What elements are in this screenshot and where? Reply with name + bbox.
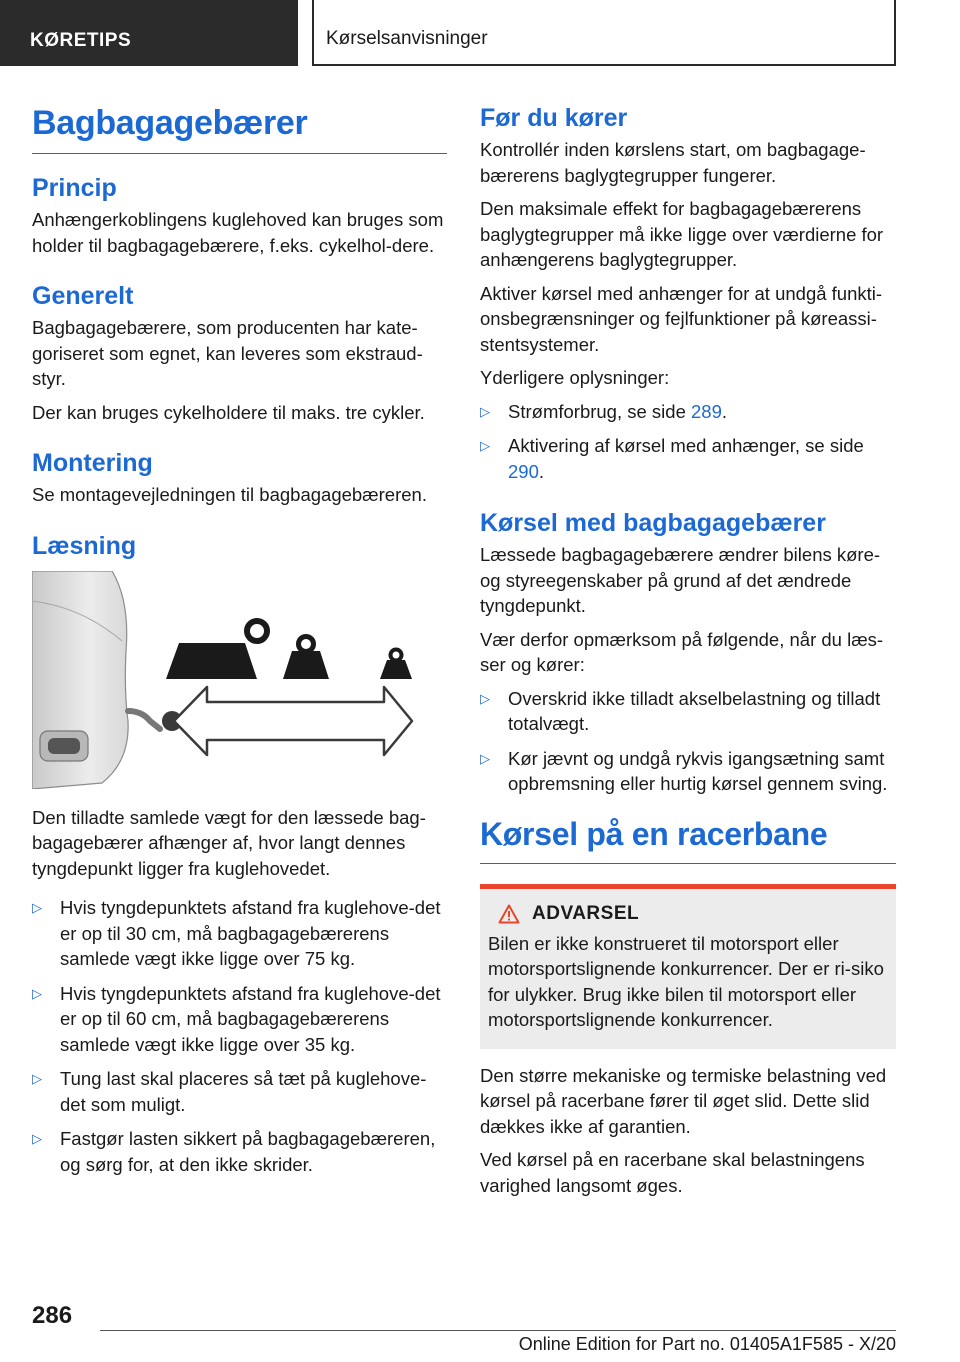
page-footer: [0, 1290, 960, 1362]
edition-text: Online Edition for Part no. 01405A1F585 - X/20: [518, 1334, 896, 1354]
korsel-list: [480, 686, 896, 797]
heading-montering: Montering: [32, 449, 153, 477]
page-header: [0, 0, 960, 66]
weight-medium-icon: [283, 636, 329, 679]
towbar-weights-image: [32, 571, 447, 789]
list-item: ▷ Hvis tyngdepunktets afstand fra kuglehove-det er op til 30 cm, må bagbagagebærerens samlede vægt ikke ligge over 75 kg.: [32, 897, 441, 969]
for-du-korer-text-3: Aktiver kørsel med anhænger for at undgå funkti-onsbegrænsninger og fejlfunktioner på køreassi-stentsystemer.: [480, 282, 883, 355]
list-item: ▷ Overskrid ikke tilladt akselbelastning og tilladt totalvægt.: [480, 687, 881, 734]
korsel-med-text-2: Vær derfor opmærksom på følgende, når du læs-ser og kører:: [480, 628, 884, 675]
page-number: 286: [32, 1302, 73, 1329]
list-item: ▷ Hvis tyngdepunktets afstand fra kuglehove-det er op til 60 cm, må bagbagagebærerens samlede vægt ikke ligge over 35 kg.: [32, 982, 441, 1055]
list-item: ▷ Fastgør lasten sikkert på bagbagagebæreren, og sørg for, at den ikke skrider.: [32, 1128, 436, 1175]
heading-racerbane: Kørsel på en racerbane: [480, 806, 896, 864]
page-title: Bagbagagebærer: [32, 100, 447, 154]
montering-text: Se montagevejledningen til bagbagagebæreren.: [32, 484, 427, 505]
page-link-290[interactable]: 290: [508, 460, 539, 482]
load-illustration: [32, 571, 447, 789]
heading-generelt: Generelt: [32, 282, 134, 310]
warning-title: ADVARSEL: [488, 903, 888, 925]
list-item: ▷ Tung last skal placeres så tæt på kuglehove-det som muligt.: [32, 1068, 427, 1115]
info-list: [480, 399, 896, 485]
list-item: ▷ Kør jævnt og undgå rykvis igangsætning samt opbremsning eller hurtig kørsel gennem sving.: [480, 747, 888, 794]
list-item: ▷ Strømforbrug, se side 289.: [480, 400, 728, 422]
warning-text: Bilen er ikke konstrueret til motorsport eller motorsportslignende konkurrencer. Der er ri-siko for ulykker. Brug ikke bilen til motorsport eller motorsportslignende konkurrencer.: [488, 932, 884, 1030]
warning-box: [480, 884, 896, 1049]
page-link-289[interactable]: 289: [691, 400, 722, 422]
for-du-korer-text-1: Kontrollér inden kørslens start, om bagbagage-bærerens baglygtegrupper fungerer.: [480, 139, 866, 186]
left-column: [32, 100, 447, 1186]
section-tab: KØRETIPS: [0, 0, 298, 66]
list-item: ▷ Aktivering af kørsel med anhænger, se side 290.: [480, 435, 864, 482]
heading-princip: Princip: [32, 174, 117, 202]
heading-korsel-med: Kørsel med bagbagagebærer: [480, 509, 826, 537]
generelt-text-1: Bagbagagebærere, som producenten har kate-goriseret som egnet, kan leveres som ekstraud-styr.: [32, 317, 423, 389]
warning-triangle-icon: [498, 904, 520, 924]
racerbane-text-1: Den større mekaniske og termiske belastning ved kørsel på racerbane fører til øget slid. Dette slid dækkes ikke af garantien.: [480, 1064, 887, 1137]
racerbane-text-2: Ved kørsel på en racerbane skal belastningens varighed langsomt øges.: [480, 1149, 865, 1196]
weight-small-icon: [380, 649, 412, 679]
generelt-text-2: Der kan bruges cykelholdere til maks. tre cykler.: [32, 401, 425, 423]
right-column: [480, 100, 896, 1206]
laesning-list: [32, 895, 447, 1177]
for-du-korer-text-4: Yderligere oplysninger:: [480, 367, 670, 388]
for-du-korer-text-2: Den maksimale effekt for bagbagagebærerens baglygtegrupper må ikke ligge over værdierne for anhængerens baglygtegrupper.: [480, 198, 884, 270]
weight-large-icon: [166, 621, 267, 679]
heading-for-du-korer: Før du kører: [480, 104, 628, 132]
korsel-med-text-1: Læssede bagbagagebærere ændrer bilens køre- og styreegenskaber på grund af det ændrede tyngdepunkt.: [480, 544, 881, 616]
princip-text: Anhængerkoblingens kuglehoved kan bruges som holder til bagbagagebærere, f.eks. cykelhol-dere.: [32, 209, 444, 256]
chapter-tab: Kørselsanvisninger: [312, 0, 896, 66]
laesning-text: Den tilladte samlede vægt for den læssede bag-bagagebærer afhænger af, hvor langt dennes tyngdepunkt ligger fra kuglehovedet.: [32, 806, 426, 879]
heading-laesning: Læsning: [32, 531, 137, 560]
